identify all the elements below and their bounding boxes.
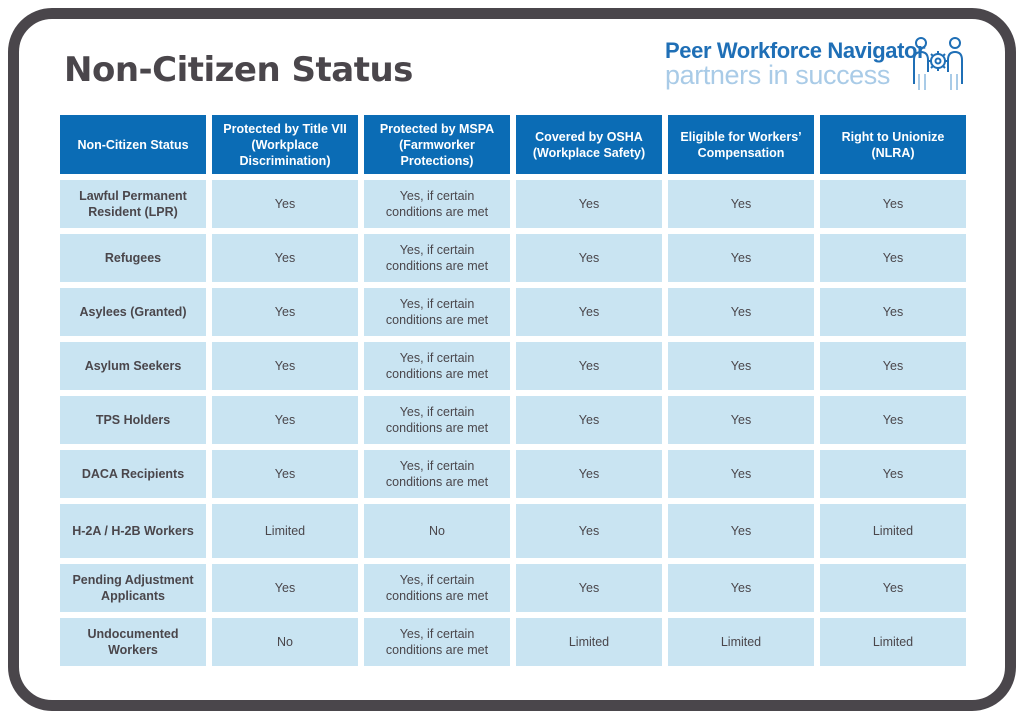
column-header: Eligible for Workers’ Compensation — [668, 115, 814, 174]
row-label: Refugees — [60, 234, 206, 282]
table-cell: Yes, if certain conditions are met — [364, 396, 510, 444]
table-cell: Yes, if certain conditions are met — [364, 342, 510, 390]
table-cell: Yes — [212, 564, 358, 612]
table-cell: Yes — [516, 450, 662, 498]
table-cell: Yes, if certain conditions are met — [364, 564, 510, 612]
table-cell: Limited — [820, 504, 966, 558]
table-cell: Yes — [668, 564, 814, 612]
table-cell: Yes — [820, 564, 966, 612]
logo-line2: partners in success — [665, 60, 890, 90]
table-cell: Yes — [516, 234, 662, 282]
table-cell: Yes — [516, 504, 662, 558]
table-cell: Yes, if certain conditions are met — [364, 618, 510, 666]
people-gear-icon — [911, 34, 965, 92]
table-cell: Yes — [820, 450, 966, 498]
column-header: Right to Unionize (NLRA) — [820, 115, 966, 174]
status-table — [60, 115, 966, 666]
column-header: Protected by MSPA (Farmworker Protections) — [364, 115, 510, 174]
table-cell: Yes — [212, 450, 358, 498]
logo-line1: Peer Workforce Navigator — [665, 38, 926, 63]
table-cell: Yes — [516, 180, 662, 228]
row-label: Pending Adjustment Applicants — [60, 564, 206, 612]
table-cell: Yes — [516, 288, 662, 336]
table-cell: Yes — [668, 342, 814, 390]
table-cell: Yes — [820, 396, 966, 444]
table-cell: Yes — [820, 234, 966, 282]
column-header: Protected by Title VII (Workplace Discrimination) — [212, 115, 358, 174]
row-label: H-2A / H-2B Workers — [60, 504, 206, 558]
table-cell: Limited — [820, 618, 966, 666]
table-cell: Limited — [668, 618, 814, 666]
table-cell: Yes — [212, 234, 358, 282]
table-cell: Limited — [516, 618, 662, 666]
table-cell: Limited — [212, 504, 358, 558]
table-cell: Yes — [668, 234, 814, 282]
table-cell: Yes — [668, 450, 814, 498]
table-cell: Yes, if certain conditions are met — [364, 450, 510, 498]
row-label: TPS Holders — [60, 396, 206, 444]
table-cell: Yes — [516, 342, 662, 390]
table-cell: Yes — [820, 288, 966, 336]
table-cell: Yes — [668, 180, 814, 228]
row-label: Asylum Seekers — [60, 342, 206, 390]
table-cell: No — [364, 504, 510, 558]
page-title: Non-Citizen Status — [64, 50, 413, 90]
table-cell: Yes — [212, 342, 358, 390]
column-header: Covered by OSHA (Workplace Safety) — [516, 115, 662, 174]
table-cell: Yes — [668, 504, 814, 558]
table-cell: Yes — [516, 564, 662, 612]
table-cell: Yes, if certain conditions are met — [364, 288, 510, 336]
table-cell: Yes — [212, 288, 358, 336]
table-cell: No — [212, 618, 358, 666]
table-cell: Yes — [820, 342, 966, 390]
row-label: Lawful Permanent Resident (LPR) — [60, 180, 206, 228]
table-cell: Yes — [212, 396, 358, 444]
row-label: Undocumented Workers — [60, 618, 206, 666]
row-label: Asylees (Granted) — [60, 288, 206, 336]
column-header: Non-Citizen Status — [60, 115, 206, 174]
row-label: DACA Recipients — [60, 450, 206, 498]
table-cell: Yes — [668, 288, 814, 336]
table-cell: Yes — [212, 180, 358, 228]
table-cell: Yes — [668, 396, 814, 444]
table-cell: Yes, if certain conditions are met — [364, 180, 510, 228]
brand-logo — [665, 34, 965, 96]
table-cell: Yes — [516, 396, 662, 444]
table-cell: Yes — [820, 180, 966, 228]
table-cell: Yes, if certain conditions are met — [364, 234, 510, 282]
